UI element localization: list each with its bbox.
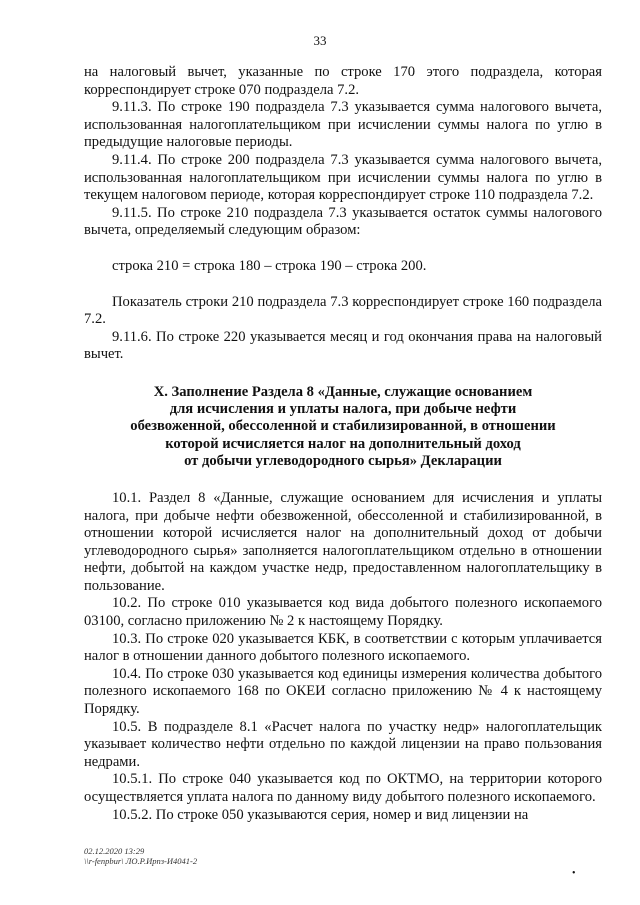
paragraph: 10.5.2. По строке 050 указываются серия, номер и вид лицензии на [112,806,529,823]
paragraph: 9.11.5. По строке 210 подраздела 7.3 указывается остаток суммы налогового вычета, определяемый следующим образом: [84,204,602,239]
page-number: 33 [313,33,327,48]
heading-line: X. Заполнение Раздела 8 «Данные, служащие основанием [153,383,533,400]
footer-date: 02.12.2020 13:29 [84,846,145,856]
paragraph: 10.5.1. По строке 040 указывается код по ОКТМО, на территории которого осуществляется уплата налога по данному виду добытого полезного ископаемого. [84,771,602,806]
heading-line: для исчисления и уплаты налога, при добыче нефти [169,401,517,418]
paragraph: 10.5. В подразделе 8.1 «Расчет налога по участку недр» налогоплательщик указывает количество нефти отдельно по каждой лицензии на право пользования недрами. [84,718,602,770]
paragraph: на налоговый вычет, указанные по строке 170 этого подраздела, которая корреспондирует строке 070 подраздела 7.2. [84,64,602,98]
formula-line: строка 210 = строка 180 – строка 190 – строка 200. [112,257,427,274]
paragraph: 9.11.4. По строке 200 подраздела 7.3 указывается сумма налогового вычета, использованная налогоплательщиком при исчислении суммы налога по углю в текущем налоговом периоде, которая корреспондирует строке 110 подраздела 7.2. [84,151,602,204]
file-footer [84,846,197,866]
footer-path: \\r-fenpbur\ ЛО.Р.Ирпз-И4041-2 [84,856,198,866]
paragraph: 10.4. По строке 030 указывается код единицы измерения количества добытого полезного ископаемого 168 по ОКЕИ согласно приложению № 4 к настоящему Порядку. [84,665,602,718]
paragraph: Показатель строки 210 подраздела 7.3 корреспондирует строке 160 подраздела 7.2. [84,293,602,328]
document-body [84,64,602,824]
paragraph: 9.11.3. По строке 190 подраздела 7.3 указывается сумма налогового вычета, использованная налогоплательщиком при исчислении суммы налога по углю в предыдущие налоговые периоды. [84,99,602,151]
page-mark: • [572,868,576,879]
heading-line: которой исчисляется налог на дополнительный доход [165,435,521,452]
heading-line: обезвоженной, обессоленной и стабилизированной, в отношении [130,418,556,435]
paragraph: 9.11.6. По строке 220 указывается месяц и год окончания права на налоговый вычет. [84,328,602,363]
paragraph: 10.3. По строке 020 указывается КБК, в соответствии с которым уплачивается налог в отношении данного добытого полезного ископаемого. [84,630,602,665]
heading-line: от добычи углеводородного сырья» Декларации [184,452,502,469]
section-heading [84,384,602,470]
paragraph: 10.1. Раздел 8 «Данные, служащие основанием для исчисления и уплаты налога, при добыче нефти обезвоженной, обессоленной и стабилизированной, в отношении которой исчисляется налог на дополнительный доход от добычи углеводородного сырья» заполняется налогоплательщиком отдельно в отношении нефти, добытой на каждом участке недр, предоставленном налогоплательщику в пользование. [84,489,602,594]
paragraph: 10.2. По строке 010 указывается код вида добытого полезного ископаемого 03100, согласно приложению № 2 к настоящему Порядку. [84,595,602,630]
